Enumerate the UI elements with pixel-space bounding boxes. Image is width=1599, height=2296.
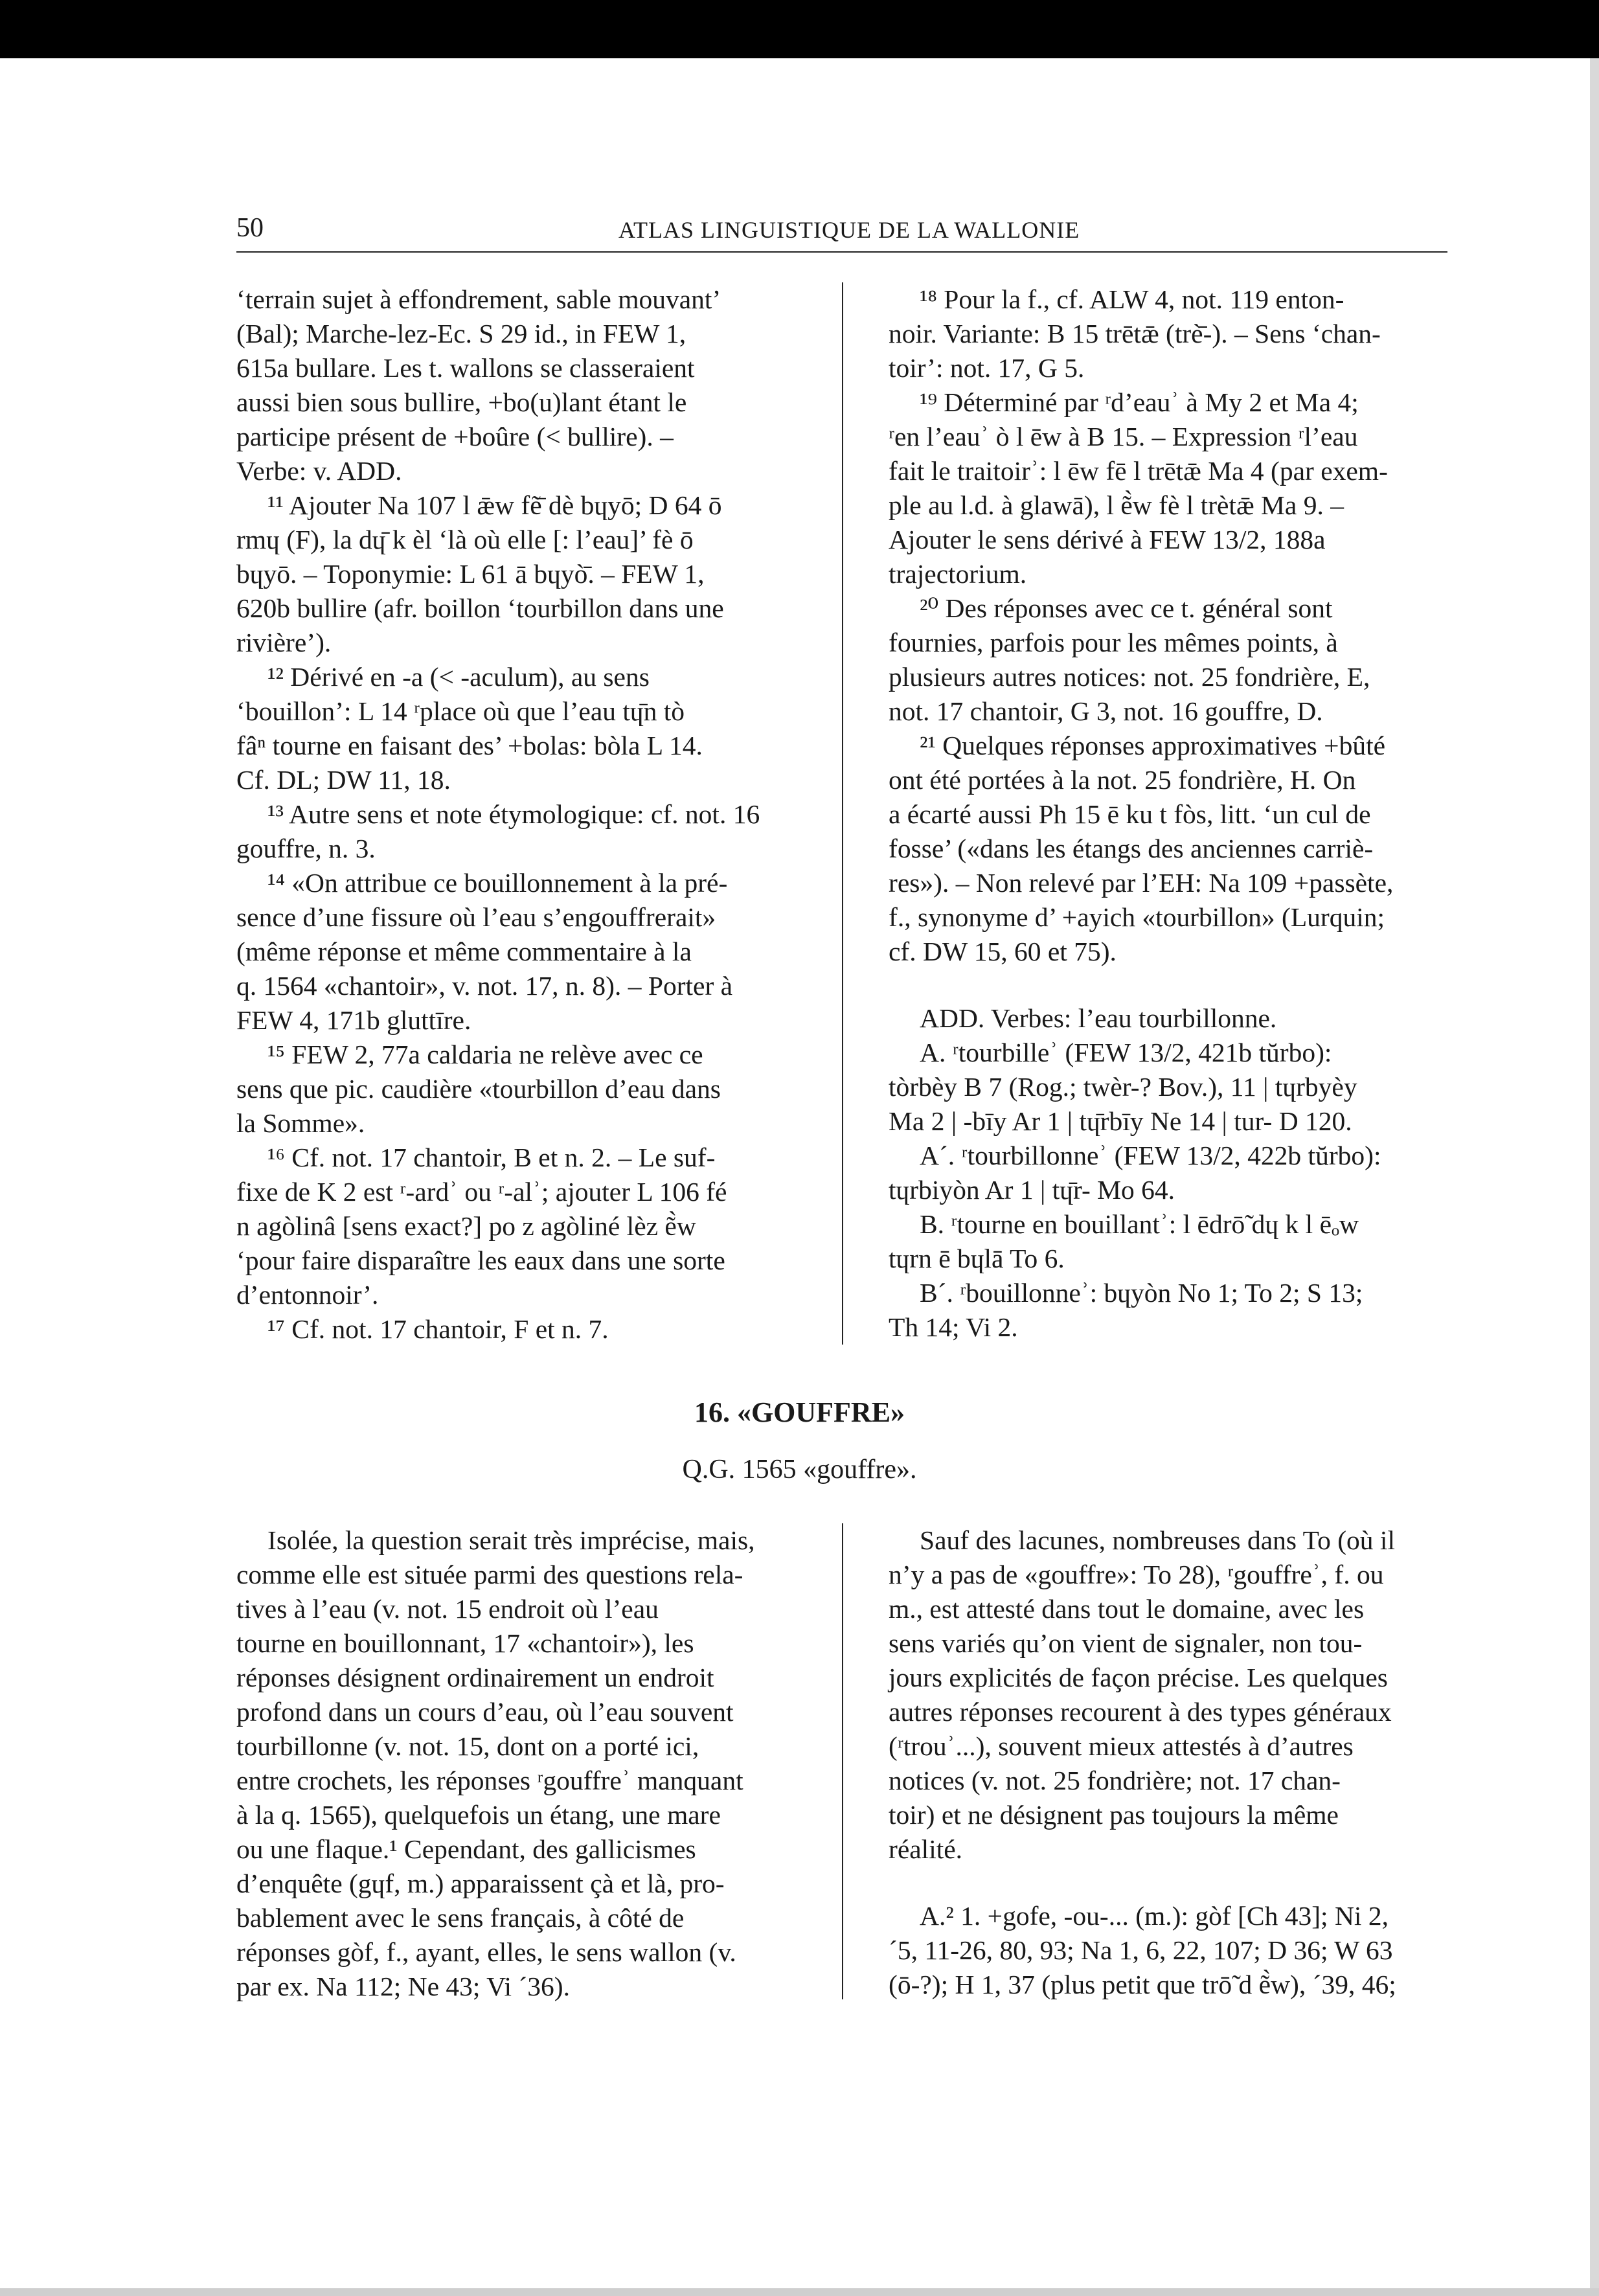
add-entry-b: B. ʳtourne en bouillantʾ: l ēdrō̃ dɥ k l ēₒw (920, 1209, 1359, 1239)
text-line: comme elle est située parmi des questions rela- (236, 1560, 743, 1589)
footnote-20: ²⁰ Des réponses avec ce t. général sont (920, 593, 1333, 623)
add-heading: ADD. Verbes: l’eau tourbillonne. (920, 1003, 1277, 1033)
text-line: (ō-?); H 1, 37 (plus petit que trō̃ d ẽ̀w), ´39, 46; (889, 1970, 1396, 1999)
column-divider (842, 282, 843, 1345)
text-line: toir) et ne désignent pas toujours la même (889, 1800, 1339, 1830)
text-line: q. 1564 «chantoir», v. not. 17, n. 8). – Porter à (236, 971, 733, 1001)
text-line: d’entonnoir’. (236, 1280, 379, 1310)
text-line: n agòlinâ [sens exact?] po z agòliné lèz ẽ̀w (236, 1211, 696, 1241)
entry-a-heading: A.² 1. +gofe, -ou-... (m.): gòf [Ch 43]; Ni 2, (920, 1901, 1389, 1931)
text-line: 615a bullare. Les t. wallons se classeraient (236, 353, 695, 383)
text-line: fournies, parfois pour les mêmes points, à (889, 628, 1338, 657)
footnote-11: ¹¹ Ajouter Na 107 l ǣw fẽ̄ dè bɥyō; D 64 ō (267, 490, 722, 520)
text-line: sence d’une fissure où l’eau s’engouffrerait» (236, 902, 716, 932)
text-line: profond dans un cours d’eau, où l’eau souvent (236, 1697, 734, 1727)
section-question: Q.G. 1565 «gouffre». (682, 1455, 917, 1484)
text-line: rmɥ (F), la dɥ̄ k èl ‘là où elle [: l’eau]’ fè ō (236, 525, 694, 554)
text-line: res»). – Non relevé par l’EH: Na 109 +passète, (889, 868, 1394, 898)
running-head (236, 212, 1447, 253)
text-line: fixe de K 2 est ʳ-ardʾ ou ʳ-alʾ; ajouter L 106 fé (236, 1177, 727, 1207)
text-line: réponses désignent ordinairement un endroit (236, 1663, 714, 1692)
scan-top-border (0, 0, 1599, 58)
text-line: ‘pour faire disparaître les eaux dans une sorte (236, 1245, 725, 1275)
text-line: tòrbèy B 7 (Rog.; twèr-? Bov.), 11 | tɥrbyèy (889, 1072, 1357, 1102)
text-line: tourbillonne (v. not. 15, dont on a porté ici, (236, 1731, 699, 1761)
text-line: la Somme». (236, 1108, 365, 1138)
text-line: cf. DW 15, 60 et 75). (889, 937, 1117, 966)
text-line: par ex. Na 112; Ne 43; Vi ´36). (236, 1972, 570, 2001)
text-line: rivière’). (236, 628, 332, 657)
footnote-19: ¹⁹ Déterminé par ʳd’eauʾ à My 2 et Ma 4; (920, 387, 1359, 417)
text-line: (ʳtrouʾ...), souvent mieux attestés à d’autres (889, 1731, 1354, 1761)
text-line: (même réponse et même commentaire à la (236, 937, 692, 966)
text-line: aussi bien sous bullire, +bo(u)lant étant le (236, 387, 687, 417)
text-line: Isolée, la question serait très imprécise, mais, (267, 1525, 755, 1555)
add-entry-b-prime: B´. ʳbouillonneʾ: bɥyòn No 1; To 2; S 13; (920, 1278, 1363, 1308)
text-line: toir’: not. 17, G 5. (889, 353, 1085, 383)
text-line: gouffre, n. 3. (236, 834, 376, 863)
text-line: ou une flaque.¹ Cependant, des gallicismes (236, 1834, 696, 1864)
section-right-column (889, 1523, 1447, 2002)
spacer (889, 969, 1447, 1001)
text-line: plusieurs autres notices: not. 25 fondrière, E, (889, 662, 1370, 692)
scan-right-edge (1590, 58, 1599, 2296)
left-column-notes (236, 282, 816, 1347)
text-line: m., est attesté dans tout le domaine, avec les (889, 1594, 1365, 1624)
footnote-18: ¹⁸ Pour la f., cf. ALW 4, not. 119 enton- (920, 284, 1344, 314)
text-line: autres réponses recourent à des types généraux (889, 1697, 1392, 1727)
text-line: Ajouter le sens dérivé à FEW 13/2, 188a (889, 525, 1326, 554)
text-line: tourne en bouillonnant, 17 «chantoir»), les (236, 1628, 694, 1658)
page-number: 50 (236, 213, 264, 243)
footnote-14: ¹⁴ «On attribue ce bouillonnement à la pré- (267, 868, 728, 898)
text-line: à la q. 1565), quelquefois un étang, une mare (236, 1800, 721, 1830)
text-line: fâⁿ tourne en faisant des’ +bolas: bòla L 14. (236, 731, 703, 760)
text-line: participe présent de +boûre (< bullire). – (236, 422, 674, 451)
text-line: Verbe: v. ADD. (236, 456, 402, 486)
text-line: ple au l.d. à glawā), l ẽ̀w fè l trètǣ Ma 9. – (889, 490, 1344, 520)
running-title: ATLAS LINGUISTIQUE DE LA WALLONIE (618, 217, 1080, 243)
text-line: fait le traitoirʾ: l ēw fē l trētǣ Ma 4 (par exem- (889, 456, 1388, 486)
text-line: ´5, 11-26, 80, 93; Na 1, 6, 22, 107; D 36; W 63 (889, 1935, 1393, 1965)
scan-bottom-edge (0, 2288, 1599, 2296)
text-line: réalité. (889, 1834, 963, 1864)
text-line: 620b bullire (afr. boillon ‘tourbillon dans une (236, 593, 724, 623)
footnote-12: ¹² Dérivé en -a (< -aculum), au sens (267, 662, 650, 692)
text-line: a écarté aussi Ph 15 ē ku t fòs, litt. ‘un cul de (889, 799, 1371, 829)
text-line: ʳen l’eauʾ ò l ēw à B 15. – Expression ʳl’eau (889, 422, 1358, 451)
text-line: trajectorium. (889, 559, 1027, 589)
text-line: f., synonyme d’ +ayich «tourbillon» (Lurquin; (889, 902, 1385, 932)
section-title: 16. «GOUFFRE» (694, 1396, 905, 1428)
text-line: ‘bouillon’: L 14 ʳplace où que l’eau tɥ̄n tò (236, 696, 685, 726)
text-line: tɥrbiyòn Ar 1 | tɥ̄r- Mo 64. (889, 1175, 1175, 1205)
text-line: sens variés qu’on vient de signaler, non tou- (889, 1628, 1363, 1658)
text-line: bɥyō. – Toponymie: L 61 ā bɥyò̄. – FEW 1, (236, 559, 705, 589)
text-line: not. 17 chantoir, G 3, not. 16 gouffre, D. (889, 696, 1323, 726)
text-line: Cf. DL; DW 11, 18. (236, 765, 451, 795)
text-line: d’enquête (gɥf, m.) apparaissent çà et là, pro- (236, 1869, 725, 1898)
section-left-column (236, 1523, 816, 2004)
text-line: FEW 4, 171b gluttīre. (236, 1005, 471, 1035)
right-column-notes (889, 282, 1447, 1345)
text-line: Ma 2 | -bīy Ar 1 | tɥ̄rbīy Ne 14 | tur- D 120. (889, 1106, 1352, 1136)
footnote-16: ¹⁶ Cf. not. 17 chantoir, B et n. 2. – Le suf- (267, 1142, 716, 1172)
text-line: ont été portées à la not. 25 fondrière, H. On (889, 765, 1356, 795)
text-line: n’y a pas de «gouffre»: To 28), ʳgouffreʾ, f. ou (889, 1560, 1384, 1589)
add-entry-a: A. ʳtourbilleʾ (FEW 13/2, 421b tŭrbo): (920, 1038, 1332, 1067)
text-line: fosse’ («dans les étangs des anciennes carriè- (889, 834, 1374, 863)
footnote-17: ¹⁷ Cf. not. 17 chantoir, F et n. 7. (267, 1314, 609, 1344)
text-line: sens que pic. caudière «tourbillon d’eau dans (236, 1074, 721, 1104)
text-line: ‘terrain sujet à effondrement, sable mouvant’ (236, 284, 721, 314)
text-line: tives à l’eau (v. not. 15 endroit où l’eau (236, 1594, 659, 1624)
text-line: entre crochets, les réponses ʳgouffreʾ manquant (236, 1766, 743, 1795)
text-line: (Bal); Marche-lez-Ec. S 29 id., in FEW 1, (236, 319, 686, 348)
text-line: noir. Variante: B 15 trētǣ (trè̄-). – Sens ‘chan- (889, 319, 1381, 348)
text-line: tɥrn ē bɥlā To 6. (889, 1244, 1065, 1273)
text-line: bablement avec le sens français, à côté de (236, 1903, 685, 1933)
text-line: réponses gòf, f., ayant, elles, le sens wallon (v. (236, 1937, 736, 1967)
text-line: Sauf des lacunes, nombreuses dans To (où il (920, 1525, 1395, 1555)
text-line: jours explicités de façon précise. Les quelques (889, 1663, 1388, 1692)
footnote-13: ¹³ Autre sens et note étymologique: cf. not. 16 (267, 799, 760, 829)
add-entry-a-prime: A´. ʳtourbillonneʾ (FEW 13/2, 422b tŭrbo): (920, 1141, 1381, 1170)
footnote-15: ¹⁵ FEW 2, 77a caldaria ne relève avec ce (267, 1040, 703, 1069)
text-line: notices (v. not. 25 fondrière; not. 17 chan- (889, 1766, 1341, 1795)
column-divider (842, 1523, 843, 1999)
spacer (889, 1867, 1447, 1899)
footnote-21: ²¹ Quelques réponses approximatives +bûté (920, 731, 1386, 760)
text-line: Th 14; Vi 2. (889, 1312, 1018, 1342)
